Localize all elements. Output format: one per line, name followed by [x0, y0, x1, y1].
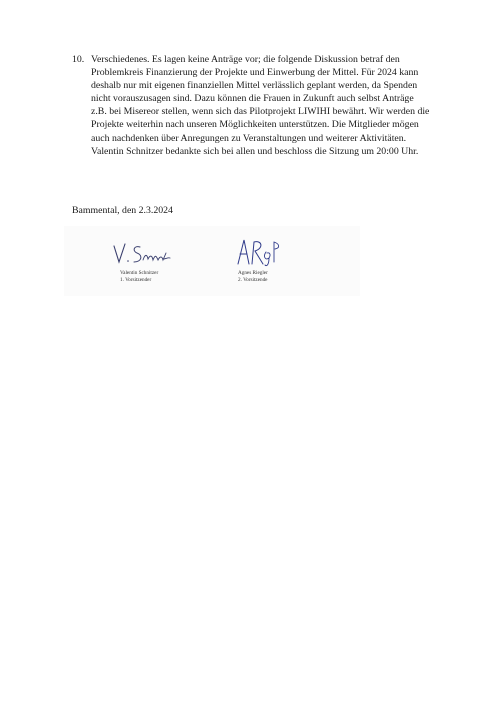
- signature-2-role: 2. Vorsitzende: [238, 277, 268, 284]
- signature-2-caption: [238, 270, 268, 284]
- signature-1-name: Valentin Schnitzer: [120, 270, 159, 276]
- place-and-date: Bammental, den 2.3.2024: [72, 205, 173, 216]
- signature-2-handwriting: [234, 234, 286, 268]
- agenda-item-line: Problemkreis Finanzierung der Projekte und Einwerbung der Mittel. Für 2024 kann: [91, 67, 419, 79]
- agenda-item-line: z.B. bei Misereor stellen, wenn sich das Pilotprojekt LIWIHI bewährt. Wir werden die: [91, 106, 430, 118]
- signature-1-handwriting: [110, 240, 176, 266]
- agenda-item-line: Verschiedenes. Es lagen keine Anträge vor; die folgende Diskussion betraf den: [91, 54, 400, 65]
- signature-1-caption: [120, 270, 158, 284]
- agenda-item-line: nicht vorauszusagen sind. Dazu können die Frauen in Zukunft auch selbst Anträge: [91, 93, 414, 105]
- signature-2-name: Agnes Riegler: [238, 270, 268, 276]
- agenda-item-line: deshalb nur mit eigenen finanziellen Mittel verlässlich geplant werden, da Spenden: [91, 80, 418, 92]
- signature-1-role: 1. Vorsitzender: [120, 277, 152, 284]
- agenda-item-line: Projekte weiterhin nach unseren Möglichkeiten unterstützen. Die Mitglieder mögen: [91, 119, 419, 131]
- agenda-item-number: 10.: [72, 54, 85, 65]
- agenda-item-line: auch nachdenken über Anregungen zu Veranstaltungen und weiterer Aktivitäten.: [91, 132, 407, 144]
- agenda-item-line: Valentin Schnitzer bedankte sich bei allen und beschloss die Sitzung um 20:00 Uhr.: [91, 145, 419, 157]
- agenda-item-text: [91, 53, 449, 158]
- signature-area: [64, 226, 360, 296]
